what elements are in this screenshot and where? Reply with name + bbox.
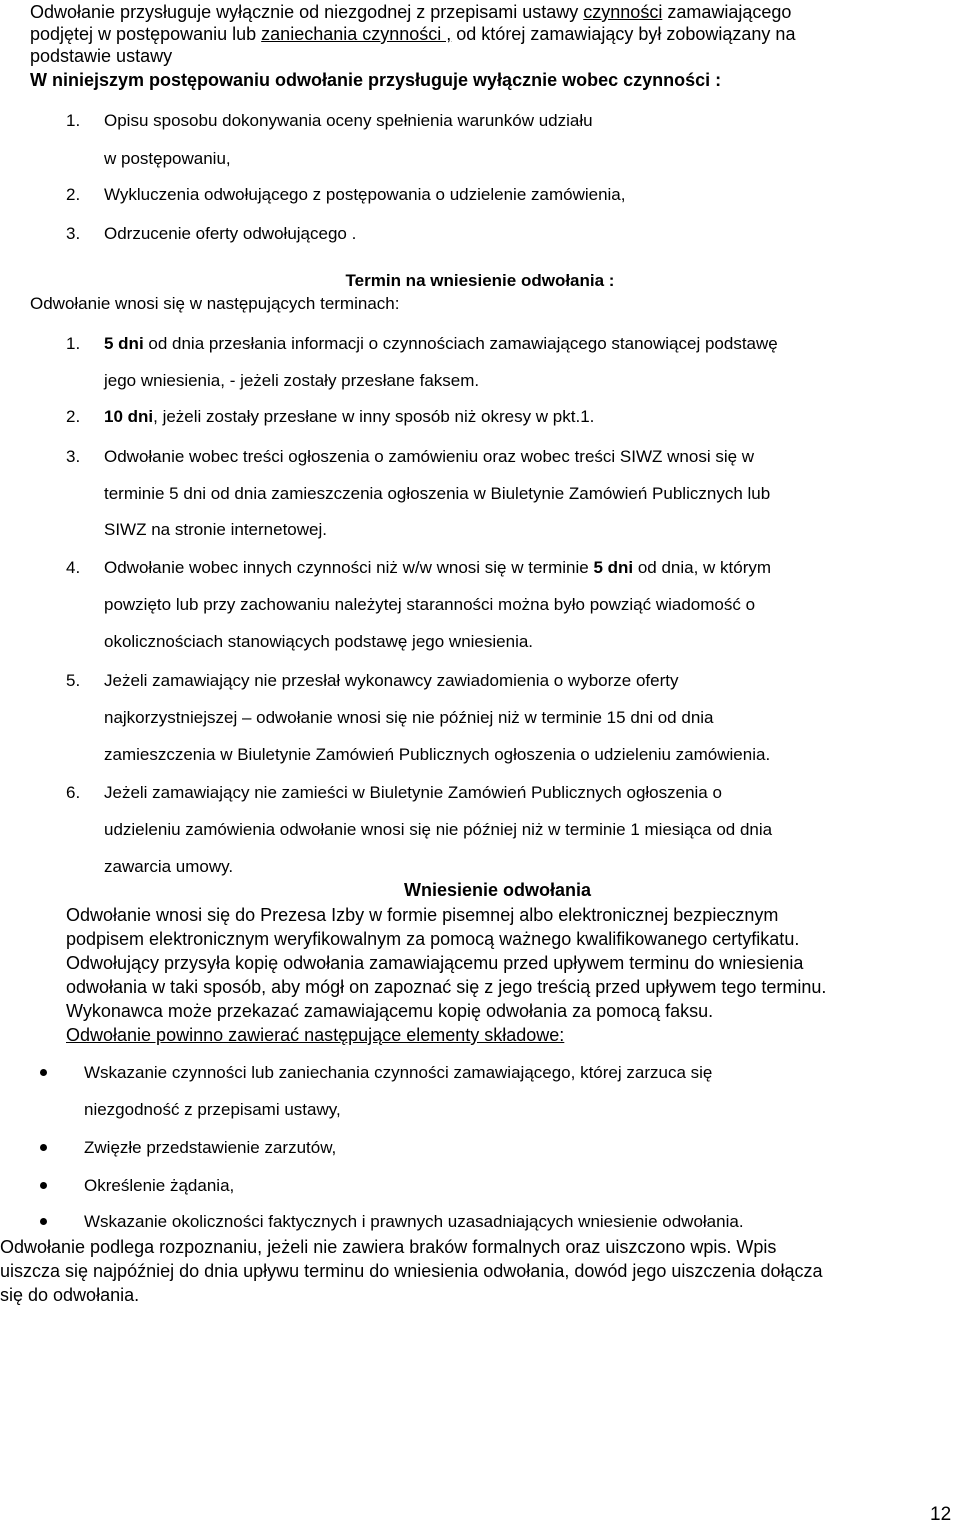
list1-item-1-line-1: Opisu sposobu dokonywania oceny spełnienia warunków udziału (104, 111, 593, 130)
bullet-dot-2 (40, 1144, 47, 1151)
intro-line-2: podjętej w postępowaniu lub zaniechania czynności , od której zamawiający był zobowiązany na (30, 24, 796, 44)
zaniechania-underlined: zaniechania czynności , (261, 24, 452, 44)
list2-item-3-line-1: Odwołanie wobec treści ogłoszenia o zamówieniu oraz wobec treści SIWZ wnosi się w (104, 447, 755, 466)
list2-item-1-line-1: 5 dni od dnia przesłania informacji o czynnościach zamawiającego stanowiącej podstawę (104, 334, 778, 353)
bullet-dot-4 (40, 1218, 47, 1225)
bullet-item-4: Wskazanie okoliczności faktycznych i prawnych uzasadniających wniesienie odwołania. (84, 1212, 744, 1231)
list1-num-3: 3. (66, 224, 81, 243)
czynnosci-underlined: czynności (583, 2, 663, 22)
list2-item-1-line-2: jego wniesienia, - jeżeli zostały przesłane faksem. (104, 371, 480, 390)
list1-item-1-line-2: w postępowaniu, (104, 149, 231, 168)
list2-item-6-line-3: zawarcia umowy. (104, 857, 234, 876)
list2-item-4-line-3: okolicznościach stanowiących podstawę jego wniesienia. (104, 632, 534, 651)
wniesienie-line-4: odwołania w taki sposób, aby mógł on zapoznać się z jego treścią przed upływem tego terminu. (66, 977, 827, 997)
termin-heading: Termin na wniesienie odwołania : (345, 271, 615, 290)
intro-line-3: podstawie ustawy (30, 46, 173, 66)
closing-line-3: się do odwołania. (0, 1285, 140, 1305)
list2-num-4: 4. (66, 558, 81, 577)
termin-intro: Odwołanie wnosi się w następujących terminach: (30, 294, 400, 313)
wniesienie-line-3: Odwołujący przysyła kopię odwołania zamawiającemu przed upływem terminu do wniesienia (66, 953, 804, 973)
intro-line-1: Odwołanie przysługuje wyłącznie od niezgodnej z przepisami ustawy czynności zamawiającego (30, 2, 792, 22)
wniesienie-line-1: Odwołanie wnosi się do Prezesa Izby w formie pisemnej albo elektronicznej bezpiecznym (66, 905, 779, 925)
list1-num-2: 2. (66, 185, 81, 204)
list2-item-5-line-2: najkorzystniejszej – odwołanie wnosi się nie później niż w terminie 15 dni od dnia (104, 708, 714, 727)
bullet-item-2: Zwięzłe przedstawienie zarzutów, (84, 1138, 337, 1157)
closing-line-1: Odwołanie podlega rozpoznaniu, jeżeli nie zawiera braków formalnych oraz uiszczono wpis. Wpis (0, 1237, 777, 1257)
list2-item-6-line-1: Jeżeli zamawiający nie zamieści w Biuletynie Zamówień Publicznych ogłoszenia o (104, 783, 722, 802)
list2-item-3-line-3: SIWZ na stronie internetowej. (104, 520, 327, 539)
closing-line-2: uiszcza się najpóźniej do dnia upływu terminu do wniesienia odwołania, dowód jego uiszczenia dołącza (0, 1261, 823, 1281)
list1-item-3: Odrzucenie oferty odwołującego . (104, 224, 357, 243)
wniesienie-heading: Wniesienie odwołania (404, 880, 592, 900)
list2-item-5-line-1: Jeżeli zamawiający nie przesłał wykonawcy zawiadomienia o wyborze oferty (104, 671, 679, 690)
bullet-dot-3 (40, 1182, 47, 1189)
list2-item-6-line-2: udzieleniu zamówienia odwołanie wnosi się nie później niż w terminie 1 miesiąca od dnia (104, 820, 773, 839)
page-number: 12 (930, 1504, 952, 1525)
list2-item-3-line-2: terminie 5 dni od dnia zamieszczenia ogłoszenia w Biuletynie Zamówień Publicznych lub (104, 484, 771, 503)
wniesienie-line-5: Wykonawca może przekazać zamawiającemu kopię odwołania za pomocą faksu. (66, 1001, 714, 1021)
list2-num-2: 2. (66, 407, 81, 426)
list1-item-2: Wykluczenia odwołującego z postępowania o udzielenie zamówienia, (104, 185, 626, 204)
list1-num-1: 1. (66, 111, 81, 130)
intro-heading: W niniejszym postępowaniu odwołanie przysługuje wyłącznie wobec czynności : (30, 70, 722, 90)
elements-heading: Odwołanie powinno zawierać następujące elementy składowe: (66, 1025, 565, 1045)
bullet-item-1-line-1: Wskazanie czynności lub zaniechania czynności zamawiającego, której zarzuca się (84, 1063, 713, 1082)
wniesienie-line-2: podpisem elektronicznym weryfikowalnym za pomocą ważnego kwalifikowanego certyfikatu. (66, 929, 800, 949)
list2-num-1: 1. (66, 334, 81, 353)
list2-item-2: 10 dni, jeżeli zostały przesłane w inny sposób niż okresy w pkt.1. (104, 407, 595, 426)
list2-item-5-line-3: zamieszczenia w Biuletynie Zamówień Publicznych ogłoszenia o udzieleniu zamówienia. (104, 745, 771, 764)
list2-item-4-line-1: Odwołanie wobec innych czynności niż w/w wnosi się w terminie 5 dni od dnia, w którym (104, 558, 772, 577)
list2-num-3: 3. (66, 447, 81, 466)
list2-num-5: 5. (66, 671, 81, 690)
bullet-dot-1 (40, 1069, 47, 1076)
list2-item-4-line-2: powzięto lub przy zachowaniu należytej staranności można było powziąć wiadomość o (104, 595, 756, 614)
bullet-item-3: Określenie żądania, (84, 1176, 235, 1195)
list2-num-6: 6. (66, 783, 81, 802)
bullet-item-1-line-2: niezgodność z przepisami ustawy, (84, 1100, 341, 1119)
